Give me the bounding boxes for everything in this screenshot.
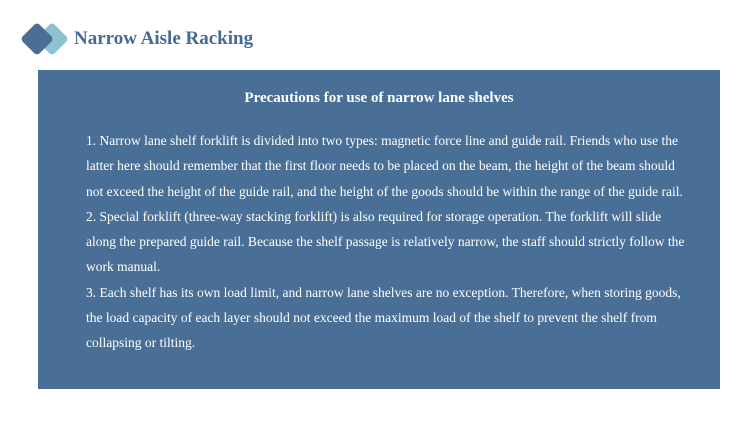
paragraph-1: 1. Narrow lane shelf forklift is divided into two types: magnetic force line and guide rail. Friends who use the latter here should remember that the first floor needs to be placed on the beam, the height of the beam should not exceed the height of the guide rail, and the height of the goods should be within the range of the guide rail. <box>86 133 683 199</box>
paragraph-2: 2. Special forklift (three-way stacking forklift) is also required for storage operation. The forklift will slide along the prepared guide rail. Because the shelf passage is relatively narrow, the staff should strictly follow the work manual. <box>86 208 685 275</box>
page-title: Narrow Aisle Racking <box>74 28 254 49</box>
header <box>21 21 253 57</box>
paragraph-3: 3. Each shelf has its own load limit, and narrow lane shelves are no exception. Therefore, when storing goods, the load capacity of each layer should not exceed the maximum load of the shelf to prevent the shelf from collapsing or tilting. <box>86 284 681 351</box>
double-diamond-icon <box>21 21 71 57</box>
content-panel <box>38 70 720 389</box>
panel-title: Precautions for use of narrow lane shelves <box>244 90 514 106</box>
